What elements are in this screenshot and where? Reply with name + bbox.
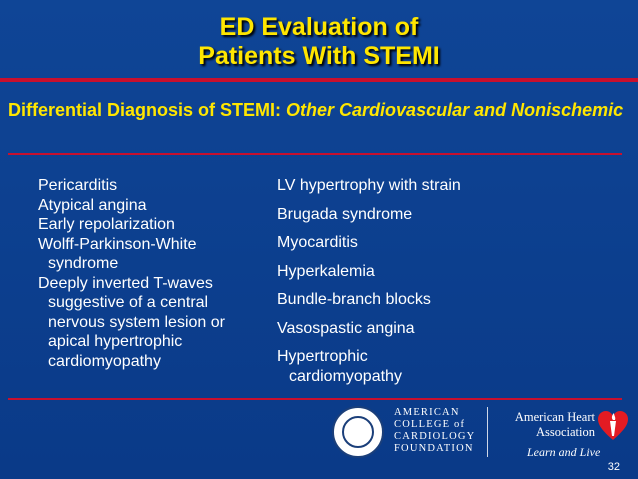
list-item xyxy=(277,319,527,348)
acc-logo-text xyxy=(394,407,475,455)
list-item-continuation: suggestive of a central nervous system lesion or apical hypertrophic cardiomyopathy xyxy=(48,294,225,370)
aha-tagline: Learn and Live xyxy=(527,445,601,459)
list-item-text: Hypertrophic xyxy=(277,348,368,365)
list-item-text: Bundle-branch blocks xyxy=(277,291,431,308)
list-item-text: Deeply inverted T-waves xyxy=(38,274,213,292)
slide-title-line-1: ED Evaluation of xyxy=(219,13,419,41)
left-diagnosis-list xyxy=(38,176,268,371)
list-item xyxy=(38,215,268,235)
subtitle-divider xyxy=(8,153,622,155)
acc-logo-line: AMERICAN xyxy=(394,407,460,418)
right-diagnosis-list xyxy=(277,176,527,391)
list-item-text: Atypical angina xyxy=(38,196,147,214)
footer-divider xyxy=(8,398,622,400)
list-item xyxy=(277,176,527,205)
list-item xyxy=(277,262,527,291)
list-item-text: Hyperkalemia xyxy=(277,262,375,280)
acc-logo-line: COLLEGE of xyxy=(394,419,466,430)
list-item-text: Pericarditis xyxy=(38,177,118,194)
list-item xyxy=(277,290,527,319)
aha-logo xyxy=(497,407,637,462)
acc-foundation-logo xyxy=(332,404,482,460)
list-item xyxy=(38,196,268,216)
list-item-text: LV hypertrophy with strain xyxy=(277,177,461,194)
acc-logo-line: CARDIOLOGY xyxy=(394,431,476,442)
list-item-continuation: cardiomyopathy xyxy=(289,368,402,385)
list-item xyxy=(38,176,268,196)
list-item xyxy=(277,205,527,234)
page-number: 32 xyxy=(607,461,620,473)
subtitle-prefix: Differential Diagnosis of STEMI: xyxy=(8,100,287,120)
subtitle xyxy=(8,97,628,123)
list-item-text: Wolff-Parkinson-White xyxy=(38,235,197,253)
acc-seal-ring xyxy=(342,416,374,448)
aha-logo-line: Association xyxy=(535,425,595,439)
list-item-text: Early repolarization xyxy=(38,216,175,233)
list-item xyxy=(38,235,268,274)
acc-seal-icon xyxy=(332,406,384,458)
list-item-text: Brugada syndrome xyxy=(277,205,413,223)
acc-logo-line: FOUNDATION xyxy=(394,443,474,454)
list-item-text: Vasospastic angina xyxy=(277,319,415,337)
title-divider xyxy=(0,78,638,82)
heart-torch-icon xyxy=(596,409,630,443)
list-item-text: Myocarditis xyxy=(277,234,358,251)
aha-logo-line: American Heart xyxy=(514,410,595,424)
list-item-continuation: syndrome xyxy=(48,255,119,272)
list-item xyxy=(277,347,527,391)
aha-logo-name xyxy=(499,410,595,440)
logo-divider xyxy=(487,407,488,457)
slide-title-line-2: Patients With STEMI xyxy=(198,42,440,70)
list-item xyxy=(38,274,268,372)
list-item xyxy=(277,233,527,262)
subtitle-italic: Other Cardiovascular and Nonischemic xyxy=(286,100,624,120)
